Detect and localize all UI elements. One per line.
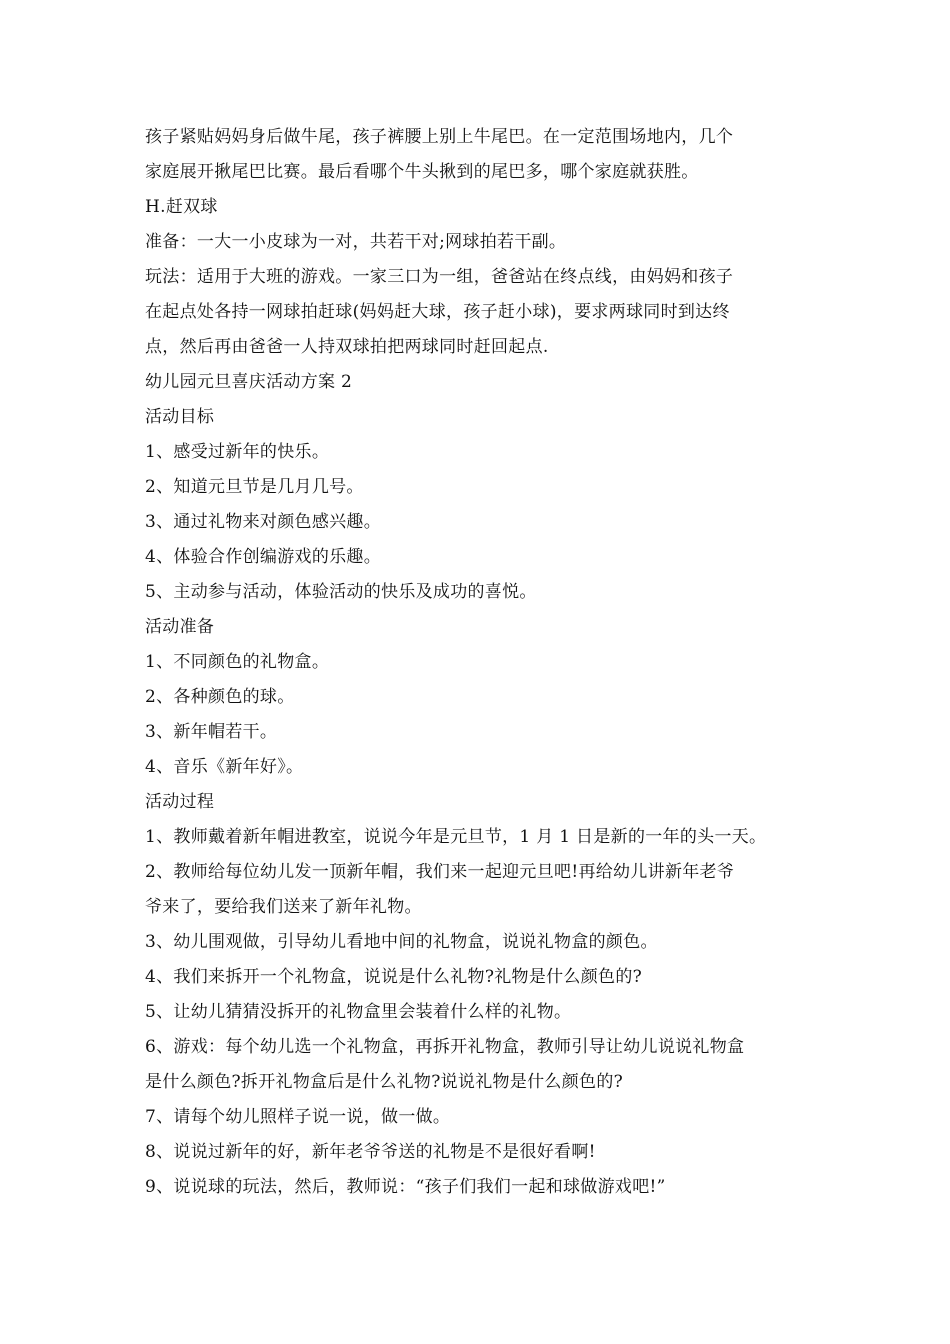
- text-line: 准备：一大一小皮球为一对，共若干对;网球拍若干副。: [145, 232, 567, 252]
- text-line: 点，然后再由爸爸一人持双球拍把两球同时赶回起点.: [145, 337, 549, 357]
- text-line: 1、感受过新年的快乐。: [145, 442, 330, 462]
- paragraph-goal5: [145, 575, 810, 610]
- text-line: 3、通过礼物来对颜色感兴趣。: [145, 512, 382, 532]
- paragraph-goal2: [145, 470, 810, 505]
- text-line: 在起点处各持一网球拍赶球(妈妈赶大球，孩子赶小球)，要求两球同时到达终: [145, 302, 730, 322]
- paragraph-h-game: [145, 190, 810, 225]
- text-line: 6、游戏：每个幼儿选一个礼物盒，再拆开礼物盒，教师引导让幼儿说说礼物盒: [145, 1037, 745, 1057]
- paragraph-title2: [145, 365, 810, 400]
- text-line: 3、新年帽若干。: [145, 722, 278, 742]
- paragraph-play: [145, 260, 810, 365]
- paragraph-prep3: [145, 715, 810, 750]
- text-line: 7、请每个幼儿照样子说一说，做一做。: [145, 1107, 451, 1127]
- paragraph-proc9: [145, 1170, 810, 1205]
- text-line: 2、知道元旦节是几月几号。: [145, 477, 364, 497]
- text-line: 活动过程: [145, 792, 215, 812]
- text-line: 5、让幼儿猜猜没拆开的礼物盒里会装着什么样的礼物。: [145, 1002, 572, 1022]
- paragraph-proc4: [145, 960, 810, 995]
- text-line: 家庭展开揪尾巴比赛。最后看哪个牛头揪到的尾巴多，哪个家庭就获胜。: [145, 162, 699, 182]
- text-line: 5、主动参与活动，体验活动的快乐及成功的喜悦。: [145, 582, 537, 602]
- paragraph-p1: [145, 120, 810, 190]
- paragraph-goal4: [145, 540, 810, 575]
- paragraph-prep4: [145, 750, 810, 785]
- paragraph-proc1: [145, 820, 810, 855]
- text-line: 3、幼儿围观做，引导幼儿看地中间的礼物盒，说说礼物盒的颜色。: [145, 932, 658, 952]
- paragraph-proc-h: [145, 785, 810, 820]
- text-line: 幼儿园元旦喜庆活动方案 2: [145, 372, 353, 392]
- text-line: 8、说说过新年的好，新年老爷爷送的礼物是不是很好看啊!: [145, 1142, 596, 1162]
- paragraph-proc7: [145, 1100, 810, 1135]
- paragraph-goal3: [145, 505, 810, 540]
- text-line: 是什么颜色?拆开礼物盒后是什么礼物?说说礼物是什么颜色的?: [145, 1072, 624, 1092]
- text-line: 孩子紧贴妈妈身后做牛尾，孩子裤腰上别上牛尾巴。在一定范围场地内，几个: [145, 127, 734, 147]
- paragraph-goal-h: [145, 400, 810, 435]
- text-line: H.赶双球: [145, 197, 218, 217]
- paragraph-prep1: [145, 645, 810, 680]
- text-line: 4、体验合作创编游戏的乐趣。: [145, 547, 382, 567]
- paragraph-proc2: [145, 855, 810, 925]
- text-line: 活动目标: [145, 407, 215, 427]
- paragraph-proc3: [145, 925, 810, 960]
- text-line: 9、说说球的玩法，然后，教师说：“孩子们我们一起和球做游戏吧!”: [145, 1177, 666, 1197]
- text-line: 活动准备: [145, 617, 215, 637]
- paragraph-proc8: [145, 1135, 810, 1170]
- text-line: 玩法：适用于大班的游戏。一家三口为一组，爸爸站在终点线，由妈妈和孩子: [145, 267, 734, 287]
- text-line: 1、教师戴着新年帽进教室，说说今年是元旦节，1 月 1 日是新的一年的头一天。: [145, 827, 767, 847]
- paragraph-prep: [145, 225, 810, 260]
- text-line: 爷来了，要给我们送来了新年礼物。: [145, 897, 422, 917]
- paragraph-prep-h: [145, 610, 810, 645]
- text-line: 2、教师给每位幼儿发一顶新年帽，我们来一起迎元旦吧!再给幼儿讲新年老爷: [145, 862, 735, 882]
- text-line: 2、各种颜色的球。: [145, 687, 295, 707]
- text-line: 4、我们来拆开一个礼物盒，说说是什么礼物?礼物是什么颜色的?: [145, 967, 643, 987]
- paragraph-proc6: [145, 1030, 810, 1100]
- paragraph-proc5: [145, 995, 810, 1030]
- document-body: [145, 120, 810, 1205]
- text-line: 1、不同颜色的礼物盒。: [145, 652, 330, 672]
- text-line: 4、音乐《新年好》。: [145, 757, 304, 777]
- paragraph-prep2: [145, 680, 810, 715]
- paragraph-goal1: [145, 435, 810, 470]
